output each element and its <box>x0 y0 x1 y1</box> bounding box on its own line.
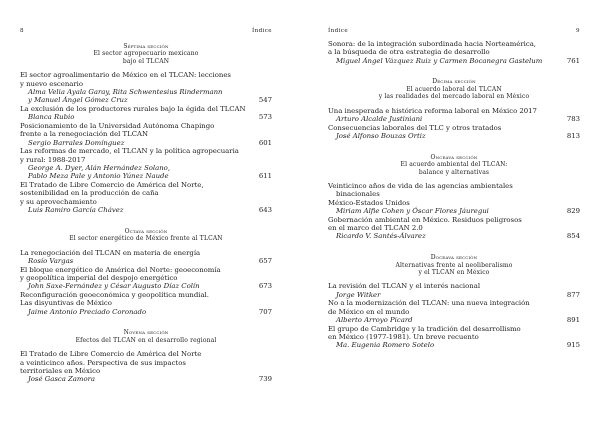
entry-author-line: Ricardo V. Santés-Álvarez <box>336 232 426 241</box>
entry-title-line: a veinticinco años. Perspectiva de sus impactos <box>20 358 186 367</box>
section-number: Octava sección <box>124 227 168 235</box>
entry-title-line: y geopolítica imperial del despojo energético <box>20 273 178 282</box>
section-heading <box>20 228 272 243</box>
toc-entry[interactable] <box>20 266 272 291</box>
entry-page-number: 829 <box>566 206 580 215</box>
section-title-line: y el TLCAN en México <box>418 268 490 276</box>
entry-title-line: Gobernación ambiental en México. Residuos peligrosos <box>328 215 522 224</box>
entry-title-line: Sonora: de la integración subordinada hacia Norteamérica, <box>328 40 536 48</box>
entry-author-line: Sergio Barrales Domínguez <box>28 138 125 147</box>
entry-author-line: Miriam Alfie Cohen y Óscar Flores Jáuregui <box>336 206 489 215</box>
toc-entry[interactable] <box>328 182 580 215</box>
section-heading <box>20 329 272 344</box>
entry-page-number: 611 <box>258 172 272 181</box>
entry-page-number: 673 <box>258 282 272 291</box>
entry-title-line: de México en el mundo <box>328 307 410 316</box>
entry-page-number: 643 <box>258 205 272 214</box>
entry-author-line: Alberto Arroyo Picard <box>336 316 413 324</box>
entry-title-line: a la búsqueda de otra estrategia de desarrollo <box>328 48 490 57</box>
entry-author-line: Ma. Eugenia Romero Sotelo <box>336 341 435 350</box>
entry-title-line: El Tratado de Libre Comercio de América del Norte, <box>20 181 204 190</box>
entry-author-line: Alma Velia Ayala Garay, Rita Schwentesius Rindermann <box>28 87 223 96</box>
entry-author-line: Jaime Antonio Preciado Coronado <box>28 307 147 316</box>
entry-page-number: 877 <box>566 290 580 299</box>
running-header <box>328 0 580 40</box>
entry-title-line: Reconfiguración geoeconómica y geopolítica mundial. <box>20 291 209 300</box>
section-number: Doceava sección <box>430 254 478 262</box>
entry-title-line: Consecuencias laborales del TLC y otros tratados <box>328 123 502 132</box>
entry-page-number: 739 <box>258 375 272 384</box>
entry-title-line: El sector agroalimentario de México en el TLCAN: lecciones <box>20 71 231 80</box>
section-title-line: Efectos del TLCAN en el desarrollo regional <box>75 336 217 344</box>
entry-page-number: 707 <box>258 307 272 316</box>
toc-entry[interactable] <box>20 147 272 180</box>
section-title-line: Alternativas frente al neoliberalismo <box>395 261 513 269</box>
entry-title-line: territoriales en México <box>20 366 101 375</box>
entry-title-line: El bloque energético de América del Norte: geoeconomía <box>20 265 221 274</box>
spacer <box>20 316 272 326</box>
spacer <box>328 141 580 151</box>
section-heading <box>20 43 272 65</box>
section-number: Séptima sección <box>123 43 169 50</box>
toc-entry[interactable] <box>20 71 272 104</box>
entry-page-number: 915 <box>566 341 580 350</box>
running-header <box>20 0 272 40</box>
entry-page-number: 783 <box>566 114 580 123</box>
toc-entry[interactable] <box>328 299 580 324</box>
entry-author-line: Rosío Vargas <box>28 256 74 265</box>
entry-page-number: 761 <box>566 56 580 65</box>
toc-entry[interactable] <box>328 40 580 65</box>
section-title-line: y las realidades del mercado laboral en México <box>378 93 530 101</box>
entry-page-number: 573 <box>258 113 272 122</box>
spacer <box>20 215 272 225</box>
entry-title-line: México-Estados Unidos <box>328 198 410 207</box>
entry-title-line: El Tratado de Libre Comercio de América del Norte <box>20 350 202 359</box>
entry-title-line: Veinticinco años de vida de las agencias ambientales binacionales <box>328 182 513 199</box>
entry-author-line: y Manuel Ángel Gómez Cruz <box>28 96 128 105</box>
entry-author-line: Blanca Rubio <box>28 113 75 122</box>
page-number: 9 <box>576 28 580 34</box>
spacer <box>328 65 580 75</box>
entry-author-line: Miguel Ángel Vázquez Ruiz y Carmen Bocanegra Gastelum <box>336 56 543 65</box>
toc-entry[interactable] <box>20 291 272 316</box>
entry-page-number: 813 <box>566 132 580 140</box>
entry-page-number: 657 <box>258 256 272 265</box>
entry-author-line: Pablo Meza Pale y Antonio Yúnez Naude <box>28 172 169 181</box>
toc-entry[interactable] <box>328 282 580 299</box>
spacer <box>328 241 580 251</box>
entry-title-line: No a la modernización del TLCAN: una nueva integración <box>328 299 530 308</box>
toc-entry[interactable] <box>20 181 272 214</box>
entry-title-line: Una inesperada e histórica reforma laboral en México 2017 <box>328 106 537 115</box>
entry-title-line: Las reformas de mercado, el TLCAN y la política agropecuaria <box>20 147 239 156</box>
toc-entry[interactable] <box>20 249 272 266</box>
section-title-line: El acuerdo laboral del TLCAN <box>406 85 502 93</box>
toc-entry[interactable] <box>20 105 272 122</box>
section-number: Décima sección <box>432 78 476 86</box>
entry-title-line: frente a la renegociación del TLCAN <box>20 130 148 139</box>
running-head-title: Índice <box>251 28 272 34</box>
section-heading <box>328 254 580 276</box>
page-number: 8 <box>20 28 24 34</box>
entry-page-number: 891 <box>566 316 580 324</box>
entry-title-line: El grupo de Cambridge y la tradición del desarrollismo <box>328 324 521 333</box>
entry-title-line: Posicionamiento de la Universidad Autónoma Chapingo <box>20 122 215 130</box>
entry-author-line: José Gasca Zamora <box>28 375 96 384</box>
right-page <box>300 0 600 431</box>
entry-title-line: y nuevo escenario <box>20 79 84 88</box>
section-heading <box>328 78 580 100</box>
toc-entry[interactable] <box>328 124 580 141</box>
toc-entry[interactable] <box>328 216 580 241</box>
section-title-line: El sector energético de México frente al TLCAN <box>69 235 223 243</box>
entry-title-line: y rural: 1988-2017 <box>20 155 86 164</box>
entry-page-number: 547 <box>258 96 272 105</box>
section-number: Novena sección <box>123 329 169 337</box>
entry-author-line: Luis Ramiro García Chávez <box>28 205 124 214</box>
toc-entry[interactable] <box>328 107 580 124</box>
entry-author-line: José Alfonso Bouzas Ortiz <box>336 132 426 140</box>
entry-title-line: y su aprovechamiento <box>20 197 97 206</box>
entry-title-line: sostenibilidad en la producción de caña <box>20 189 159 198</box>
section-title-line: balance y alternativas <box>418 168 490 176</box>
entry-author-line: John Saxe-Fernández y César Augusto Díaz Colín <box>28 282 200 291</box>
entry-page-number: 601 <box>258 138 272 147</box>
section-number: Onceava sección <box>430 153 478 161</box>
entry-author-line: Jorge Witker <box>336 290 381 299</box>
toc-entry[interactable] <box>20 350 272 383</box>
section-heading <box>328 154 580 176</box>
entry-page-number: 854 <box>566 232 580 241</box>
entry-title-line: Las disyuntivas de México <box>20 299 112 308</box>
entry-author-line: George A. Dyer, Alán Hernández Solano, <box>28 163 171 172</box>
toc-entry[interactable] <box>20 122 272 147</box>
section-title-line: bajo el TLCAN <box>122 57 170 65</box>
entry-title-line: en el marco del TLCAN 2.0 <box>328 224 423 232</box>
entry-title-line: La revisión del TLCAN y el interés nacional <box>328 282 481 291</box>
running-head-title: Índice <box>328 28 349 34</box>
section-title-line: El sector agropecuario mexicano <box>93 50 199 58</box>
section-title-line: El acuerdo ambiental del TLCAN: <box>400 161 508 169</box>
entry-author-line: Arturo Alcalde Justiniani <box>336 114 423 123</box>
entry-title-line: en México (1977-1981). Un breve recuento <box>328 333 479 342</box>
entry-title-line: La renegociación del TLCAN en materia de energía <box>20 248 201 257</box>
toc-entry[interactable] <box>328 325 580 350</box>
entry-title-line: La exclusión de los productores rurales bajo la égida del TLCAN <box>20 104 246 113</box>
